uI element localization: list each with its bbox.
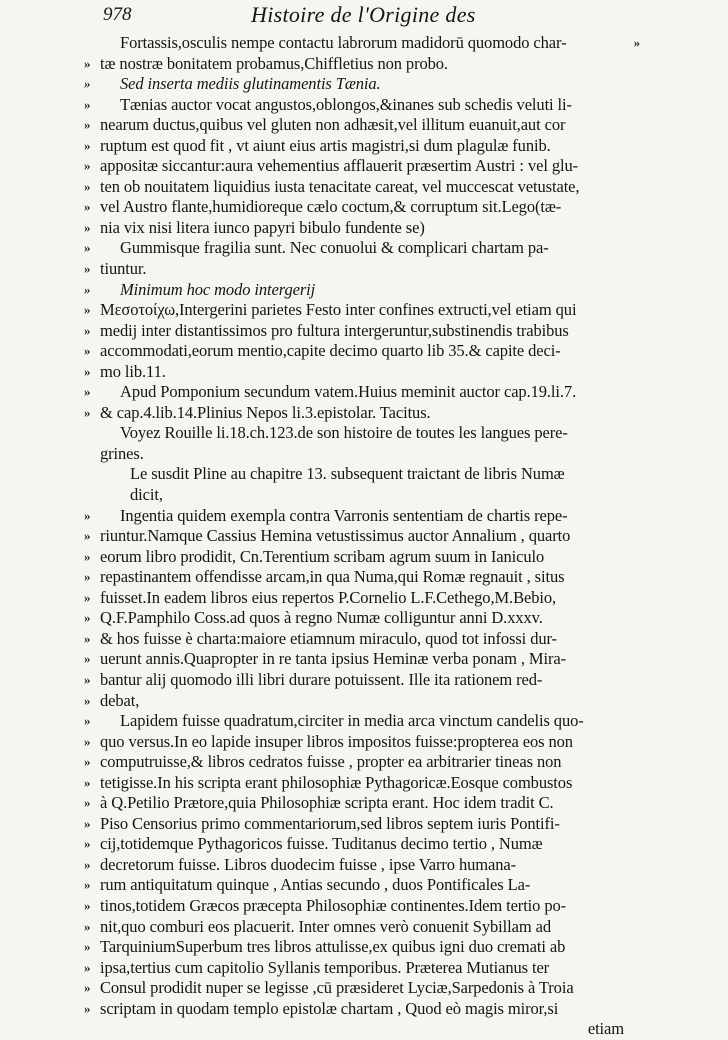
line-text: computruisse,& libros cedratos fuisse , propter ea arbitrarier tineas non xyxy=(100,752,562,772)
text-line xyxy=(84,649,624,670)
quote-mark: » xyxy=(84,548,91,564)
text-line xyxy=(84,628,624,650)
quote-mark: » xyxy=(84,404,91,420)
quote-mark: » xyxy=(84,815,91,831)
quote-mark: » xyxy=(84,610,91,626)
line-text: Q.F.Pamphilo Coss.ad quos à regno Numæ colliguntur anni D.xxxv. xyxy=(100,608,543,628)
line-text: Consul prodidit nuper se legisse ,cū præsideret Lyciæ,Sarpedonis à Troia xyxy=(100,978,574,998)
quote-mark: » xyxy=(84,507,91,523)
line-text: Le susdit Pline au chapitre 13. subsequent traictant de libris Numæ xyxy=(130,464,565,484)
quote-mark: » xyxy=(84,569,91,585)
quote-mark: » xyxy=(84,795,91,811)
quote-mark: » xyxy=(84,877,91,893)
line-text: grines. xyxy=(100,443,144,463)
text-line xyxy=(84,156,624,177)
quote-mark: » xyxy=(84,980,91,996)
text-line xyxy=(84,238,624,259)
quote-mark: » xyxy=(84,261,91,277)
text-line xyxy=(84,711,624,732)
line-text: tiuntur. xyxy=(100,259,147,279)
line-text: TarquiniumSuperbum tres libros attulisse,ex quibus igni duo cremati ab xyxy=(100,937,566,957)
line-text: Voyez Rouille li.18.ch.123.de son histoire de toutes les langues pere- xyxy=(120,423,568,443)
text-line xyxy=(84,361,624,383)
text-line xyxy=(84,53,624,75)
text-line xyxy=(84,382,624,403)
line-text: Ingentia quidem exempla contra Varronis sententiam de chartis repe- xyxy=(120,505,568,525)
text-line xyxy=(84,300,624,321)
text-line xyxy=(84,978,624,999)
text-line xyxy=(84,669,624,691)
quote-mark: » xyxy=(84,733,91,749)
text-line xyxy=(84,320,624,342)
text-line xyxy=(84,998,624,1020)
text-line xyxy=(84,115,624,136)
text-line xyxy=(100,423,624,444)
quote-mark: » xyxy=(84,897,91,913)
line-text: Sed inserta mediis glutinamentis Tænia. xyxy=(120,74,381,94)
line-text: fuisset.In eadem libros eius repertos P.Cornelio L.F.Cethego,M.Bebio, xyxy=(100,587,557,607)
line-text: rum antiquitatum quinque , Antias secundo , duos Pontificales La- xyxy=(100,875,531,895)
line-text: decretorum fuisse. Libros duodecim fuisse , ipse Varro humana- xyxy=(100,854,516,874)
line-text: tetigisse.In his scripta erant philosophiæ Pythagoricæ.Eosque combustos xyxy=(100,772,573,792)
text-line xyxy=(84,752,624,773)
text-line xyxy=(100,33,640,54)
quote-mark: » xyxy=(84,343,91,359)
quote-mark: » xyxy=(84,137,91,153)
text-line xyxy=(84,341,624,362)
line-text: ruptum est quod fit , vt aiunt eius artis magistri,si dum plagulæ funib. xyxy=(100,135,551,155)
line-text: tinos,totidem Græcos præcepta Philosophiæ continentes.Idem tertio po- xyxy=(100,895,567,915)
text-line xyxy=(84,875,624,896)
text-line xyxy=(84,793,624,814)
text-line xyxy=(84,834,624,855)
text-line xyxy=(84,94,624,116)
quote-mark: » xyxy=(84,178,91,194)
quote-mark: » xyxy=(84,671,91,687)
quote-mark: » xyxy=(84,959,91,975)
text-line xyxy=(84,895,624,917)
quote-mark: » xyxy=(84,630,91,646)
text-line xyxy=(84,957,624,979)
line-text: tæ nostræ bonitatem probamus,Chiffletius non probo. xyxy=(100,53,448,73)
text-line xyxy=(84,587,624,609)
text-line xyxy=(100,444,624,465)
quote-mark: » xyxy=(633,35,640,50)
quote-mark: » xyxy=(84,96,91,112)
line-text: appositæ siccantur:aura vehementius afflauerit præsertim Austri : vel glu- xyxy=(100,156,579,176)
text-line xyxy=(84,74,624,95)
quote-mark: » xyxy=(84,384,91,400)
quote-mark: » xyxy=(84,528,91,544)
text-line xyxy=(84,526,624,547)
line-text: uerunt annis.Quapropter in re tanta ipsius Heminæ verba ponam , Mira- xyxy=(100,649,566,669)
line-text: Apud Pomponium secundum vatem.Huius meminit auctor cap.19.li.7. xyxy=(120,382,577,402)
line-text: nit,quo comburi eos placuerit. Inter omnes verò conuenit Sybillam ad xyxy=(100,916,551,936)
text-line xyxy=(84,217,624,239)
quote-mark: » xyxy=(84,651,91,667)
quote-mark: » xyxy=(84,1000,91,1016)
quote-mark: » xyxy=(84,692,91,708)
quote-mark: » xyxy=(84,939,91,955)
line-text: accommodati,eorum mentio,capite decimo quarto lib 35.& capite deci- xyxy=(100,341,561,361)
quote-mark: » xyxy=(84,117,91,133)
quote-mark: » xyxy=(84,281,91,297)
line-text: Tænias auctor vocat angustos,oblongos,&inanes sub schedis veluti li- xyxy=(120,94,572,114)
quote-mark: » xyxy=(84,199,91,215)
quote-mark: » xyxy=(84,219,91,235)
quote-mark: » xyxy=(84,240,91,256)
line-text: Gummisque fragilia sunt. Nec conuolui & complicari chartam pa- xyxy=(120,238,549,258)
text-line xyxy=(84,937,624,958)
running-title: Histoire de l'Origine des xyxy=(251,2,476,27)
text-line xyxy=(100,1019,624,1040)
line-text: medij inter distantissimos pro fultura intergeruntur,substinendis trabibus xyxy=(100,320,569,340)
line-text: ten ob nouitatem liquidius iusta tenacitate careat, vel muccescat vetustate, xyxy=(100,176,580,196)
line-text: Minimum hoc modo intergerij xyxy=(120,279,316,299)
line-text: Μεσοτοίχω,Intergerini parietes Festo inter confines extructi,vel etiam qui xyxy=(100,300,577,320)
page-number: 978 xyxy=(103,4,132,25)
line-text: ipsa,tertius cum capitolio Syllanis temporibus. Præterea Mutianus ter xyxy=(100,957,550,977)
line-text: à Q.Petilio Prætore,quia Philosophiæ scripta erant. Hoc idem tradit C. xyxy=(100,793,554,813)
quote-mark: » xyxy=(84,774,91,790)
line-text: & cap.4.lib.14.Plinius Nepos li.3.epistolar. Tacitus. xyxy=(100,402,431,422)
line-text: mo lib.11. xyxy=(100,361,166,381)
quote-mark: » xyxy=(84,76,91,92)
line-text: Piso Censorius primo commentariorum,sed libros septem iuris Pontifi- xyxy=(100,813,560,833)
quote-mark: » xyxy=(84,918,91,934)
quote-mark: » xyxy=(84,322,91,338)
quote-mark: » xyxy=(84,856,91,872)
quote-mark: » xyxy=(84,836,91,852)
text-line xyxy=(84,546,624,568)
line-text: scriptam in quodam templo epistolæ chartam , Quod eò magis miror,si xyxy=(100,998,559,1018)
text-line xyxy=(84,813,624,835)
quote-mark: » xyxy=(84,589,91,605)
quote-mark: » xyxy=(84,754,91,770)
text-line xyxy=(84,259,624,280)
text-line xyxy=(84,567,624,588)
line-text: dicit, xyxy=(130,485,163,505)
text-line xyxy=(100,485,624,506)
line-text: nia vix nisi litera iunco papyri bibulo fundente se) xyxy=(100,217,425,237)
line-text: repastinantem offendisse arcam,in qua Numa,qui Romæ regnauit , situs xyxy=(100,567,565,587)
line-text: eorum libro prodidit, Cn.Terentium scribam agrum suum in Ianiculo xyxy=(100,546,545,566)
line-text: & hos fuisse è charta:maiore etiamnum miraculo, quod tot infossi dur- xyxy=(100,628,557,648)
line-text: Fortassis,osculis nempe contactu labrorum madidorū quomodo char- xyxy=(120,33,567,52)
text-line xyxy=(84,176,624,198)
text-line xyxy=(84,916,624,938)
quote-mark: » xyxy=(84,713,91,729)
line-text: vel Austro flante,humidioreque cælo coctum,& corruptum sit.Lego(tæ- xyxy=(100,197,562,217)
text-line xyxy=(84,731,624,753)
text-line xyxy=(84,608,624,629)
page-header xyxy=(103,2,623,30)
line-text: bantur alij quomodo illi libri durare potuissent. Ille ita rationem red- xyxy=(100,669,543,689)
quote-mark: » xyxy=(84,302,91,318)
text-line xyxy=(84,402,624,424)
text-line xyxy=(84,197,624,218)
quote-mark: » xyxy=(84,158,91,174)
text-line xyxy=(84,772,624,794)
text-line xyxy=(84,690,624,712)
quote-mark: » xyxy=(84,363,91,379)
quote-mark: » xyxy=(84,55,91,71)
text-line xyxy=(84,505,624,527)
text-line xyxy=(84,854,624,876)
line-text: cij,totidemque Pythagoricos fuisse. Tuditanus decimo tertio , Numæ xyxy=(100,834,543,854)
line-text: debat, xyxy=(100,690,140,710)
line-text: quo versus.In eo lapide insuper libros impositos fuisse:propterea eos non xyxy=(100,731,573,751)
text-line xyxy=(100,464,624,485)
text-line xyxy=(84,135,624,157)
text-body xyxy=(84,33,640,1040)
line-text: etiam xyxy=(587,1019,624,1039)
line-text: nearum ductus,quibus vel gluten non adhæsit,vel illitum euanuit,aut cor xyxy=(100,115,566,135)
line-text: Lapidem fuisse quadratum,circiter in media arca vinctum candelis quo- xyxy=(120,711,584,731)
text-line xyxy=(84,279,624,301)
line-text: riuntur.Namque Cassius Hemina vetustissimus auctor Annalium , quarto xyxy=(100,526,571,546)
